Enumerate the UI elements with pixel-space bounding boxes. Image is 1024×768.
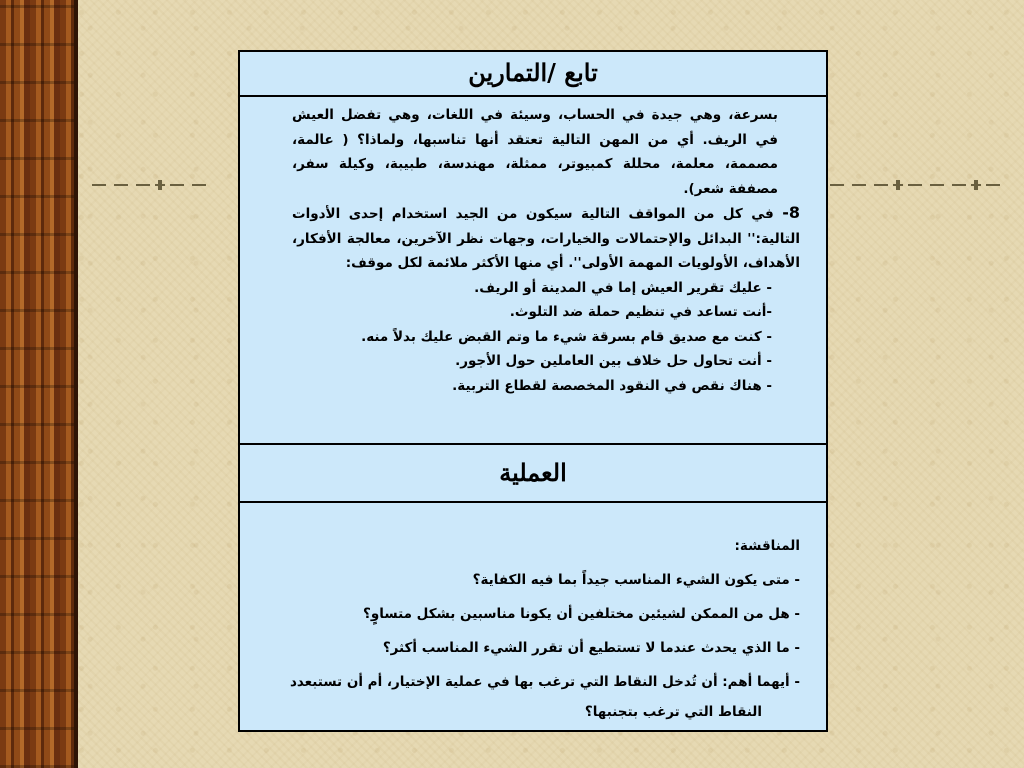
- practical-title: العملية: [499, 458, 567, 487]
- decorative-line-left: [92, 183, 238, 187]
- exercise-8-number: 8-: [782, 203, 800, 222]
- exercise-text: [240, 97, 826, 398]
- discussion-question: - هل من الممكن لشيئين مختلفين أن يكونا مناسبين بشكل متساوٍ؟: [363, 606, 800, 622]
- title-cell: [240, 52, 826, 97]
- situation-item: - هناك نقص في النقود المخصصة لقطاع التربية.: [452, 377, 772, 394]
- situation-item: - عليك تقرير العيش إما في المدينة أو الريف.: [474, 279, 772, 296]
- discussion-question: - متى يكون الشيء المناسب جيداً بما فيه الكفاية؟: [472, 572, 800, 588]
- exercise-8: [292, 201, 800, 276]
- exercise-table: [238, 50, 828, 732]
- exercise-cell: [240, 97, 826, 445]
- situation-item: - أنت تحاول حل خلاف بين العاملين حول الأجور.: [455, 353, 772, 369]
- discussion-question: - ما الذي يحدث عندما لا تستطيع أن تقرر الشيء المناسب أكثر؟: [382, 640, 800, 656]
- discussion-text: [240, 503, 826, 720]
- situation-item: - كنت مع صديق قام بسرقة شيء ما وتم القبض عليك بدلاً منه.: [361, 328, 772, 345]
- decorative-line-right: [830, 183, 1024, 187]
- slide-title: تابع /التمارين: [468, 58, 598, 87]
- discussion-cell: [240, 503, 826, 732]
- discussion-question-continuation: النقاط التي ترغب بتجنبها؟: [584, 704, 762, 720]
- exercise-8-text: في كل من المواقف التالية سيكون من الجيد استخدام إحدى الأدوات التالية:'' البدائل والإحتمالات والخيارات، وجهات نظر الآخرين، معالجة الأفكار، الأهداف، الأولويات المهمة الأولى''. أي منها الأكثر ملائمة لكل موقف:: [292, 206, 800, 271]
- practical-title-cell: [240, 445, 826, 503]
- situation-item: -أنت تساعد في تنظيم حملة ضد التلوث.: [509, 304, 772, 320]
- exercise-intro: بسرعة، وهي جيدة في الحساب، وسيئة في اللغات، وهي تفضل العيش في الريف. أي من المهن التالية تعتقد أنها تناسبها، ولماذا؟ ( عالمة، مصممة، معلمة، محللة كمبيوتر، ممثلة، مهندسة، طبيبة، وكيلة سفر، مصففة شعر).: [292, 107, 778, 197]
- wood-border-strip: [0, 0, 78, 768]
- discussion-label: المناقشة:: [734, 538, 800, 554]
- discussion-question: - أيهما أهم: أن تُدخل النقاط التي ترغب بها في عملية الإختيار، أم أن تستبعدد: [289, 674, 800, 690]
